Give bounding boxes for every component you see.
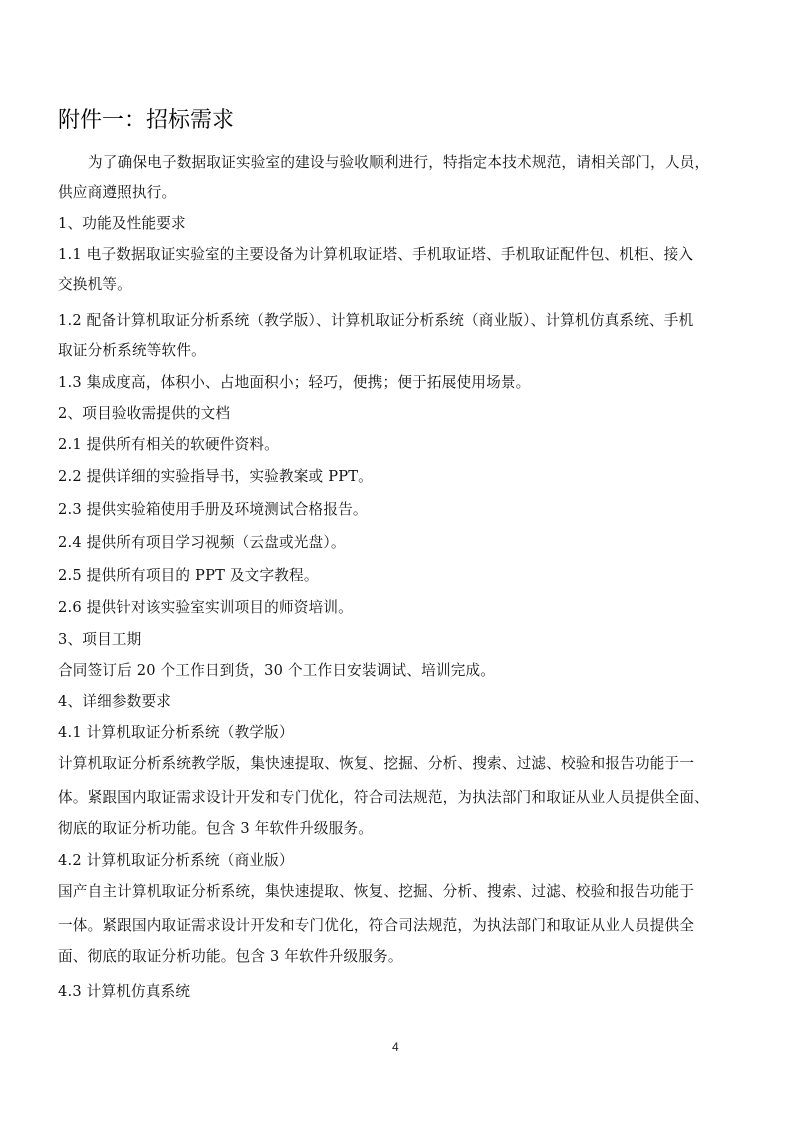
paragraph-line: 一体。紧跟国内取证需求设计开发和专门优化，符合司法规范，为执法部门和取证从业人员提供全 (58, 917, 695, 934)
list-item: 2.4 提供所有项目学习视频（云盘或光盘）。 (58, 534, 346, 551)
section-heading: 4、详细参数要求 (58, 693, 172, 710)
paragraph-line: 交换机等。 (58, 276, 132, 293)
list-item: 2.1 提供所有相关的软硬件资料。 (58, 436, 279, 453)
paragraph-line: 为了确保电子数据取证实验室的建设与验收顺利进行，特指定本技术规范，请相关部门，人员， (88, 154, 710, 171)
paragraph-line: 取证分析系统等软件。 (58, 342, 206, 359)
list-item: 2.6 提供针对该实验室实训项目的师资培训。 (58, 599, 353, 616)
section-heading: 3、项目工期 (58, 631, 142, 648)
list-item: 2.2 提供详细的实验指导书，实验教案或 PPT。 (58, 468, 373, 485)
paragraph-line: 国产自主计算机取证分析系统，集快速提取、恢复、挖掘、分析、搜索、过滤、校验和报告功能于 (58, 883, 695, 900)
paragraph-line: 1.1 电子数据取证实验室的主要设备为计算机取证塔、手机取证塔、手机取证配件包、机柜、接入 (58, 246, 694, 263)
subsection-heading: 4.3 计算机仿真系统 (58, 983, 191, 1000)
page-number: 4 (392, 1040, 399, 1054)
subsection-heading: 4.1 计算机取证分析系统（教学版） (58, 724, 294, 741)
paragraph-line: 合同签订后 20 个工作日到货，30 个工作日安装调试、培训完成。 (58, 662, 496, 679)
subsection-heading: 4.2 计算机取证分析系统（商业版） (58, 852, 294, 869)
paragraph-line: 供应商遵照执行。 (58, 184, 177, 201)
list-item: 2.3 提供实验箱使用手册及环境测试合格报告。 (58, 501, 368, 518)
section-heading: 2、项目验收需提供的文档 (58, 405, 231, 422)
paragraph-line: 彻底的取证分析功能。包含 3 年软件升级服务。 (58, 820, 374, 837)
section-heading: 1、功能及性能要求 (58, 215, 186, 232)
paragraph-line: 1.2 配备计算机取证分析系统（教学版）、计算机取证分析系统（商业版）、计算机仿真系统、手机 (58, 312, 694, 329)
list-item: 2.5 提供所有项目的 PPT 及文字教程。 (58, 567, 319, 584)
paragraph-line: 1.3 集成度高，体积小、占地面积小；轻巧，便携；便于拓展使用场景。 (58, 374, 531, 391)
page-title: 附件一：招标需求 (58, 108, 235, 133)
paragraph-line: 面、彻底的取证分析功能。包含 3 年软件升级服务。 (58, 948, 403, 965)
paragraph-line: 计算机取证分析系统教学版，集快速提取、恢复、挖掘、分析、搜索、过滤、校验和报告功能于一 (58, 755, 695, 772)
paragraph-line: 体。紧跟国内取证需求设计开发和专门优化，符合司法规范，为执法部门和取证从业人员提供全面、 (58, 789, 709, 806)
